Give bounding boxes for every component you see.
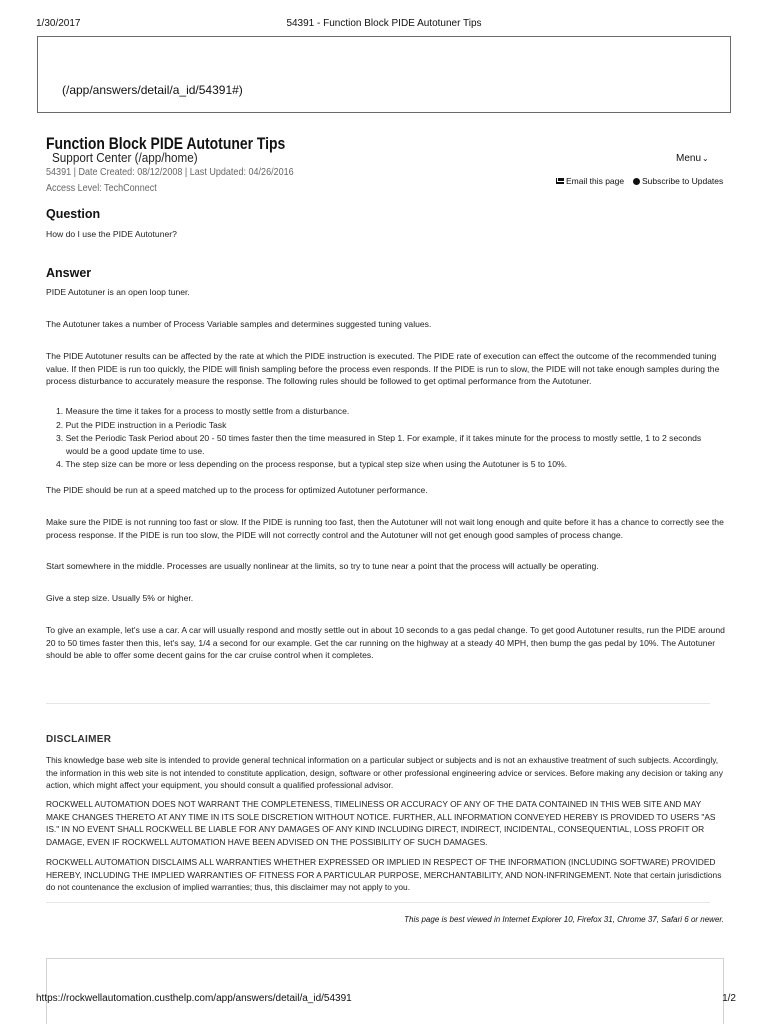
- menu-button[interactable]: [676, 153, 709, 164]
- subscribe-label: Subscribe to Updates: [642, 176, 724, 186]
- disclaimer-paragraph-2: ROCKWELL AUTOMATION DOES NOT WARRANT THE COMPLETENESS, TIMELINESS OR ACCURACY OF ANY OF THE DATA CONTAINED IN THIS WEB SITE AND MAY MAKE CHANGES THERETO AT ANY TIME IN ITS SOLE DISCRETION WITHOUT NOTICE. FURTHER, ALL INFORMATION CONVEYED HEREBY IS PROVIDED TO USERS "AS IS." IN NO EVENT SHALL ROCKWELL BE LIABLE FOR ANY DAMAGES OF ANY KIND INCLUDING DIRECT, INDIRECT, INCIDENTAL, CONSEQUENTIAL, LOSS PROFIT OR DAMAGE, EVEN IF ROCKWELL AUTOMATION HAVE BEEN ADVISED ON THE POSSIBILITY OF SUCH DAMAGES.: [46, 799, 716, 847]
- print-header: [0, 18, 768, 32]
- list-item: [56, 458, 726, 471]
- question-text: How do I use the PIDE Autotuner?: [46, 229, 177, 239]
- answer-paragraph-2: The Autotuner takes a number of Process Variable samples and determines suggested tuning values.: [46, 319, 432, 329]
- page-title: Function Block PIDE Autotuner Tips: [46, 134, 286, 153]
- answer-paragraph-3: The PIDE Autotuner results can be affected by the rate at which the PIDE instruction is executed. The PIDE rate of execution can effect the outcome of the recommended tuning value. If then PIDE is run too quickly, the PIDE will finish sampling before the process even responds. If the PIDE is run to slow, the PIDE will not take enough samples during the process disturbance to accurately measure the response. The following rules should be followed to get optimal performance from the Autotuner.: [46, 351, 720, 386]
- step-number: 1.: [56, 406, 64, 416]
- support-center-link[interactable]: Support Center (/app/home): [52, 150, 198, 165]
- disclaimer-paragraph-3: ROCKWELL AUTOMATION DISCLAIMS ALL WARRANTIES WHETHER EXPRESSED OR IMPLIED IN RESPECT OF THE INFORMATION (INCLUDING SOFTWARE) PROVIDED HEREBY, INCLUDING THE IMPLIED WARRANTIES OF FITNESS FOR A PARTICULAR PURPOSE, MERCHANTABILITY, AND NON-INFRINGEMENT. Note that certain jurisdictions do not countenance the exclusion of implied warranties; thus, this disclaimer may not apply to you.: [46, 857, 722, 892]
- question-heading: Question: [46, 207, 101, 221]
- browser-notice: This page is best viewed in Internet Explorer 10, Firefox 31, Chrome 37, Safari 6 or newer.: [404, 915, 724, 924]
- list-item: [56, 405, 726, 418]
- divider: [46, 703, 710, 704]
- print-url: https://rockwellautomation.custhelp.com/app/answers/detail/a_id/54391: [36, 993, 352, 1004]
- step-text: Set the Periodic Task Period about 20 - 50 times faster then the time measured in Step 1. For example, if it takes minute for the process to mostly settle, 1 to 2 seconds would be a good update time to use.: [65, 433, 702, 456]
- answer-paragraph-4: The PIDE should be run at a speed matched up to the process for optimized Autotuner performance.: [46, 485, 428, 495]
- answer-paragraph-1: PIDE Autotuner is an open loop tuner.: [46, 287, 190, 297]
- circle-plus-icon: [633, 178, 640, 185]
- step-text: The step size can be more or less depending on the process response, but a typical step size when using the Autotuner is 5 to 10%.: [65, 459, 568, 469]
- answer-paragraph-8: To give an example, let's use a car. A car will usually respond and mostly settle out in about 10 seconds to a gas pedal change. To get good Autotuner results, run the PIDE around 20 to 50 times faster then this, let's say, 1/4 a second for our example. Get the car running on the highway at a steady 40 MPH, then bump the gas pedal by 10%. The Autotuner should be able to offer some decent gains for the car cruise control when it completes.: [46, 625, 725, 660]
- print-page-number: 1/2: [722, 993, 736, 1004]
- step-number: 2.: [56, 419, 64, 430]
- disclaimer-heading: DISCLAIMER: [46, 734, 112, 745]
- answer-paragraph-7: Give a step size. Usually 5% or higher.: [46, 593, 194, 603]
- answer-paragraph-6: Start somewhere in the middle. Processes are usually nonlinear at the limits, so try to tune near a point that the process will actually be operating.: [46, 561, 599, 571]
- email-page-label: Email this page: [566, 176, 625, 186]
- answer-heading: Answer: [46, 266, 92, 280]
- bottom-frame: [46, 958, 724, 1024]
- list-item: [56, 432, 726, 457]
- list-item: [56, 419, 726, 432]
- disclaimer-paragraph-1: This knowledge base web site is intended to provide general technical information on a particular subject or subjects and is not an exhaustive treatment of such subjects. Accordingly, the information in this web site is not intended to constitute application, design, software or other professional engineering advice or services. Before making any decision or taking any action, which might affect your equipment, you should consult a qualified professional advisor.: [46, 755, 723, 790]
- print-page-title: 54391 - Function Block PIDE Autotuner Tips: [286, 18, 482, 29]
- top-banner-frame: [37, 36, 731, 113]
- steps-list: [56, 405, 726, 472]
- step-number: 3.: [56, 433, 64, 443]
- subscribe-button[interactable]: [633, 176, 723, 186]
- anchor-link[interactable]: (/app/answers/detail/a_id/54391#): [62, 83, 243, 97]
- chevron-down-icon: ⌄: [702, 154, 709, 163]
- menu-label: Menu: [676, 153, 702, 164]
- step-text: Measure the time it takes for a process to mostly settle from a disturbance.: [65, 406, 350, 416]
- answer-paragraph-5: Make sure the PIDE is not running too fast or slow. If the PIDE is running too fast, then the Autotuner will not wait long enough and quite before it has a chance to correctly see the process response. If the PIDE is run too slow, the PIDE will not correctly control and the Autotuner will not get enough good samples of process change.: [46, 517, 724, 540]
- envelope-icon: [556, 178, 564, 184]
- step-text: Put the PIDE instruction in a Periodic Task: [65, 419, 227, 430]
- step-number: 4.: [56, 459, 64, 469]
- article-meta: 54391 | Date Created: 08/12/2008 | Last Updated: 04/26/2016: [46, 166, 294, 178]
- print-date: 1/30/2017: [36, 18, 81, 29]
- access-level: Access Level: TechConnect: [46, 182, 157, 194]
- divider: [46, 902, 710, 903]
- email-page-button[interactable]: [556, 176, 624, 186]
